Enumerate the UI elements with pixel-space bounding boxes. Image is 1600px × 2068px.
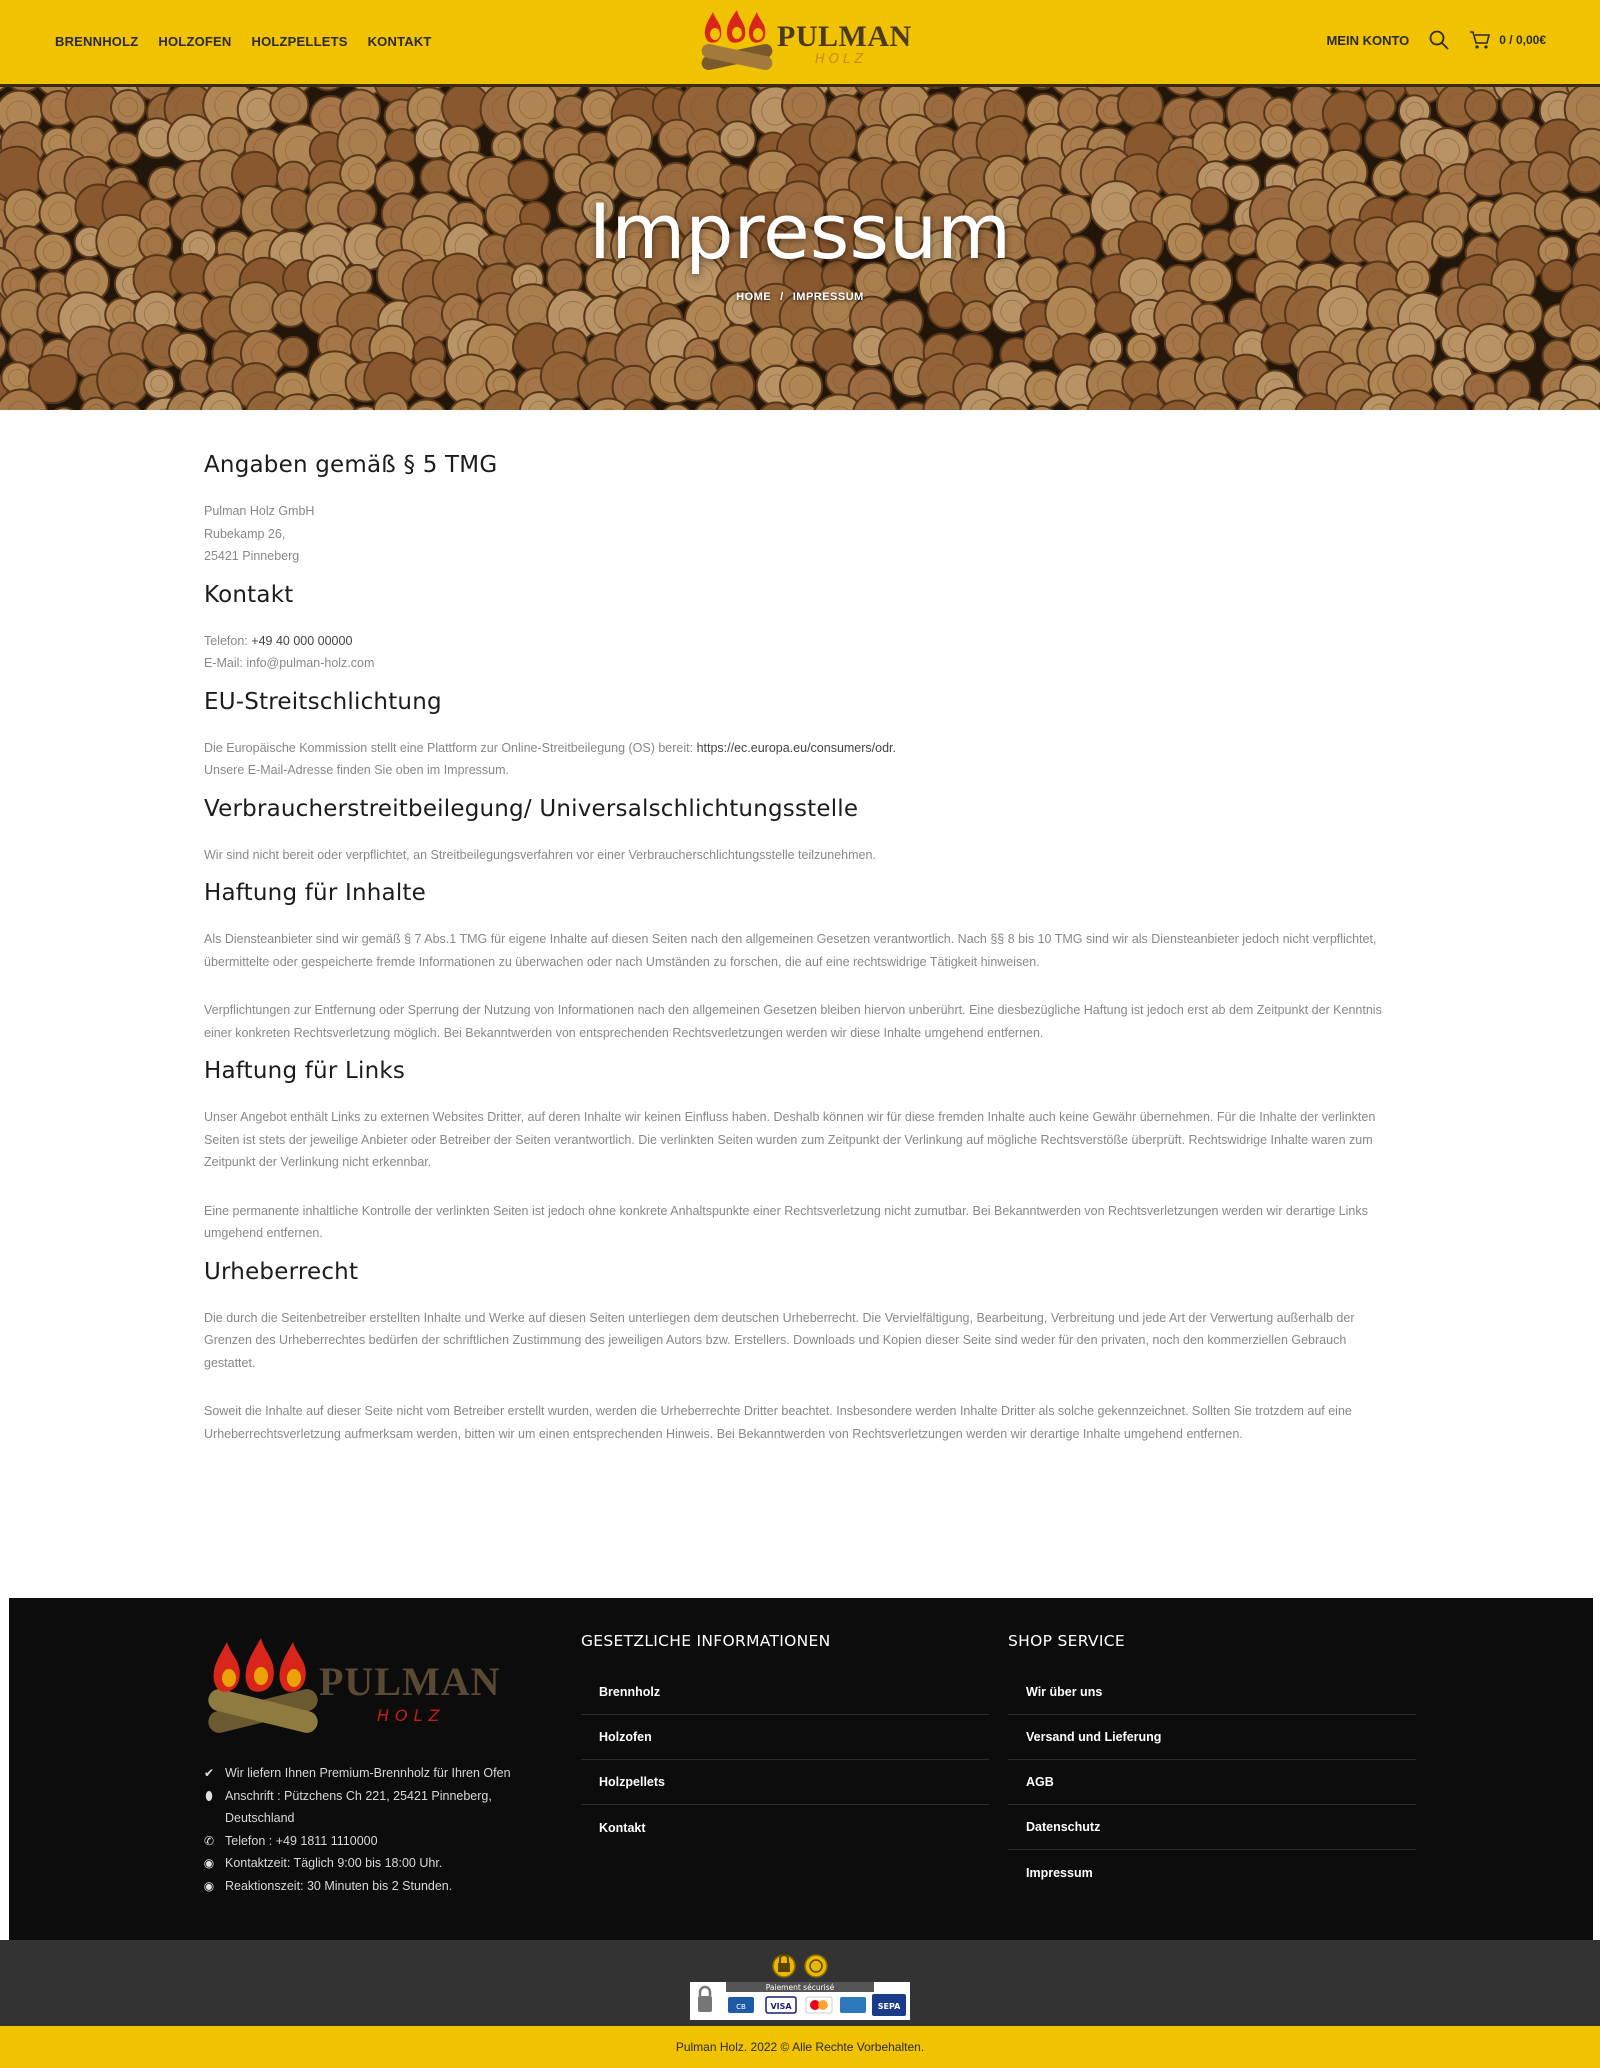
footer-logo[interactable] (203, 1634, 513, 1744)
site-header (0, 0, 1600, 87)
section-heading: Urheberrecht (204, 1258, 359, 1285)
logo-subtext: HOLZ (815, 52, 868, 67)
section-heading: Kontakt (204, 581, 294, 608)
paragraph: Als Diensteanbieter sind wir gemäß § 7 Abs.1 TMG für eigene Inhalte auf diesen Seiten nach den allgemeinen Gesetzen verantwortlich. Nach §§ 8 bis 10 TMG sind wir als Diensteanbieter jedoch nicht verpflichtet, übermittelte oder gespeicherte fremde Informationen zu überwachen oder nach Umständen zu forschen, die auf eine rechtswidrige Tätigkeit hinweisen. (204, 932, 1377, 969)
cart-icon (1469, 30, 1491, 50)
nav-brennholz[interactable]: BRENNHOLZ (55, 34, 139, 49)
cart-total: 0 / 0,00€ (1499, 33, 1546, 47)
footer-link-privacy[interactable]: Datenschutz (1008, 1805, 1416, 1850)
paragraph: Unser Angebot enthält Links zu externen Websites Dritter, auf deren Inhalte wir keinen Einfluss haben. Deshalb können wir für diese fremden Inhalte auch keine Gewähr übernehmen. Für die Inhalte der verlinkten Seiten ist stets der jeweilige Anbieter oder Betreiber der Seiten verantwortlich. Die verlinkten Seiten wurden zum Zeitpunkt der Verlinkung auf mögliche Rechtsverstöße überprüft. Rechtswidrige Inhalte waren zum Zeitpunkt der Verlinkung nicht erkennbar. (204, 1110, 1376, 1169)
search-icon[interactable] (1429, 30, 1449, 50)
section-heading: Haftung für Links (204, 1058, 406, 1084)
svg-text:CB: CB (736, 2003, 746, 2011)
footer-link-shipping[interactable]: Versand und Lieferung (1008, 1715, 1416, 1760)
footer-link-holzofen[interactable]: Holzofen (581, 1715, 989, 1760)
eu-dispute-text: Die Europäische Kommission stellt eine Plattform zur Online-Streitbeilegung (OS) bereit: https://ec.europa.eu/consumers/odr. Unsere E-Mail-Adresse finden Sie oben im Impressum. (204, 740, 896, 777)
main-nav (55, 34, 432, 49)
secure-payment-badge (690, 1952, 910, 2026)
page-title: Impressum (588, 187, 1012, 276)
footer-contact-list (203, 1762, 533, 1897)
list-item: ✔ Wir liefern Ihnen Premium-Brennholz für Ihren Ofen (203, 1762, 533, 1785)
clock-icon: ◉ (203, 1856, 215, 1870)
paragraph: Verpflichtungen zur Entfernung oder Sperrung der Nutzung von Informationen nach den allgemeinen Gesetzen bleiben hiervon unberührt. Eine diesbezügliche Haftung ist jedoch erst ab dem Zeitpunkt der Kenntnis einer konkreten Rechtsverletzung möglich. Bei Bekanntwerden von entsprechenden Rechtsverletzungen werden wir diese Inhalte umgehend entfernen. (204, 1003, 1382, 1040)
footer-link-holzpellets[interactable]: Holzpellets (581, 1760, 989, 1805)
site-footer (9, 1598, 1593, 1940)
footer-link-agb[interactable]: AGB (1008, 1760, 1416, 1805)
company-address: Pulman Holz GmbH Rubekamp 26, 25421 Pinneberg (204, 504, 315, 563)
breadcrumb: HOME / IMPRESSUM (736, 291, 864, 303)
svg-text:VISA: VISA (770, 2002, 792, 2011)
footer-link-impressum[interactable]: Impressum (1026, 1865, 1093, 1880)
contact-phone: +49 40 000 00000 (251, 633, 353, 648)
payment-bar (0, 1940, 1600, 2026)
my-account-link[interactable]: MEIN KONTO (1326, 32, 1410, 48)
footer-column-title: SHOP SERVICE (1008, 1632, 1125, 1650)
site-logo[interactable] (697, 6, 912, 76)
odr-link[interactable]: https://ec.europa.eu/consumers/odr. (696, 740, 896, 755)
logo-text: PULMAN (777, 20, 912, 53)
footer-logo-flames-logs-icon (203, 1634, 323, 1744)
check-icon: ✔ (203, 1766, 215, 1780)
footer-link-kontakt[interactable]: Kontakt (599, 1820, 646, 1835)
contact-info: Telefon: +49 40 000 00000 E-Mail: info@pulman-holz.com (204, 633, 375, 670)
impressum-content (204, 452, 1394, 1459)
header-actions (1326, 30, 1546, 50)
location-pin-icon: ⬮ (205, 1788, 213, 1803)
list-item: ⬮ Anschrift : Pützchens Ch 221, 25421 Pinneberg, Deutschland (203, 1785, 533, 1830)
paragraph: Die durch die Seitenbetreiber erstellten Inhalte und Werke auf diesen Seiten unterliegen dem deutschen Urheberrecht. Die Vervielfältigung, Bearbeitung, Verbreitung und jede Art der Verwertung außerhalb der Grenzen des Urheberrechtes bedürfen der schriftlichen Zustimmung des jeweiligen Autors bzw. Erstellers. Downloads und Kopien dieser Seite sind weder für den privaten, noch den kommerziellen Gebrauch gestattet. (204, 1310, 1355, 1370)
nav-kontakt[interactable]: KONTAKT (367, 34, 432, 49)
list-item: ◉ Kontaktzeit: Täglich 9:00 bis 18:00 Uhr. (203, 1852, 533, 1875)
clock-icon: ◉ (203, 1878, 215, 1893)
paragraph: Eine permanente inhaltliche Kontrolle der verlinkten Seiten ist jedoch ohne konkrete Anhaltspunkte einer Rechtsverletzung nicht zumutbar. Bei Bekanntwerden von Rechtsverletzungen werden wir derartige Links umgehend entfernen. (204, 1203, 1368, 1240)
logo-flames-logs-icon (697, 6, 777, 76)
phone-icon: ✆ (203, 1833, 215, 1848)
footer-column-title: GESETZLICHE INFORMATIONEN (581, 1632, 831, 1650)
footer-logo-text: PULMAN (319, 1659, 501, 1704)
payment-label: Paiement sécurisé (765, 1983, 835, 1992)
nav-holzofen[interactable]: HOLZOFEN (158, 34, 232, 49)
list-item: ✆ Telefon : +49 1811 1110000 (203, 1830, 533, 1853)
cart-button[interactable] (1469, 30, 1546, 50)
section-heading: Haftung für Inhalte (204, 880, 426, 906)
section-heading: Angaben gemäß § 5 TMG (204, 452, 498, 478)
footer-service-column (1008, 1632, 1416, 1895)
card-amex-icon (840, 1997, 866, 2013)
breadcrumb-current: IMPRESSUM (792, 291, 864, 303)
footer-link-about[interactable]: Wir über uns (1008, 1670, 1416, 1715)
contact-email: E-Mail: info@pulman-holz.com (204, 656, 375, 670)
nav-holzpellets[interactable]: HOLZPELLETS (251, 34, 348, 49)
paragraph: Soweit die Inhalte auf dieser Seite nicht vom Betreiber erstellt wurden, werden die Urheberrechte Dritter beachtet. Insbesondere werden Inhalte Dritter als solche gekennzeichnet. Sollten Sie trotzdem auf eine Urheberrechtsverletzung aufmerksam werden, bitten wir um einen entsprechenden Hinweis. Bei Bekanntwerden von Rechtsverletzungen werden wir derartige Inhalte umgehend entfernen. (204, 1404, 1352, 1441)
paragraph: Wir sind nicht bereit oder verpflichtet, an Streitbeilegungsverfahren vor einer Verbraucherschlichtungsstelle teilzunehmen. (204, 847, 876, 862)
svg-text:SEPA: SEPA (877, 2002, 901, 2011)
breadcrumb-home[interactable]: HOME (736, 291, 772, 303)
section-heading: Verbraucherstreitbeilegung/ Universalschlichtungsstelle (204, 795, 859, 822)
section-heading: EU-Streitschlichtung (204, 688, 442, 715)
footer-link-brennholz[interactable]: Brennholz (581, 1670, 989, 1715)
footer-legal-column (581, 1632, 989, 1850)
footer-logo-subtext: HOLZ (377, 1706, 446, 1725)
hero-banner (0, 87, 1600, 410)
list-item: ◉ Reaktionszeit: 30 Minuten bis 2 Stunden. (203, 1875, 533, 1898)
copyright: Pulman Holz. 2022 © Alle Rechte Vorbehalten. (0, 2026, 1600, 2068)
